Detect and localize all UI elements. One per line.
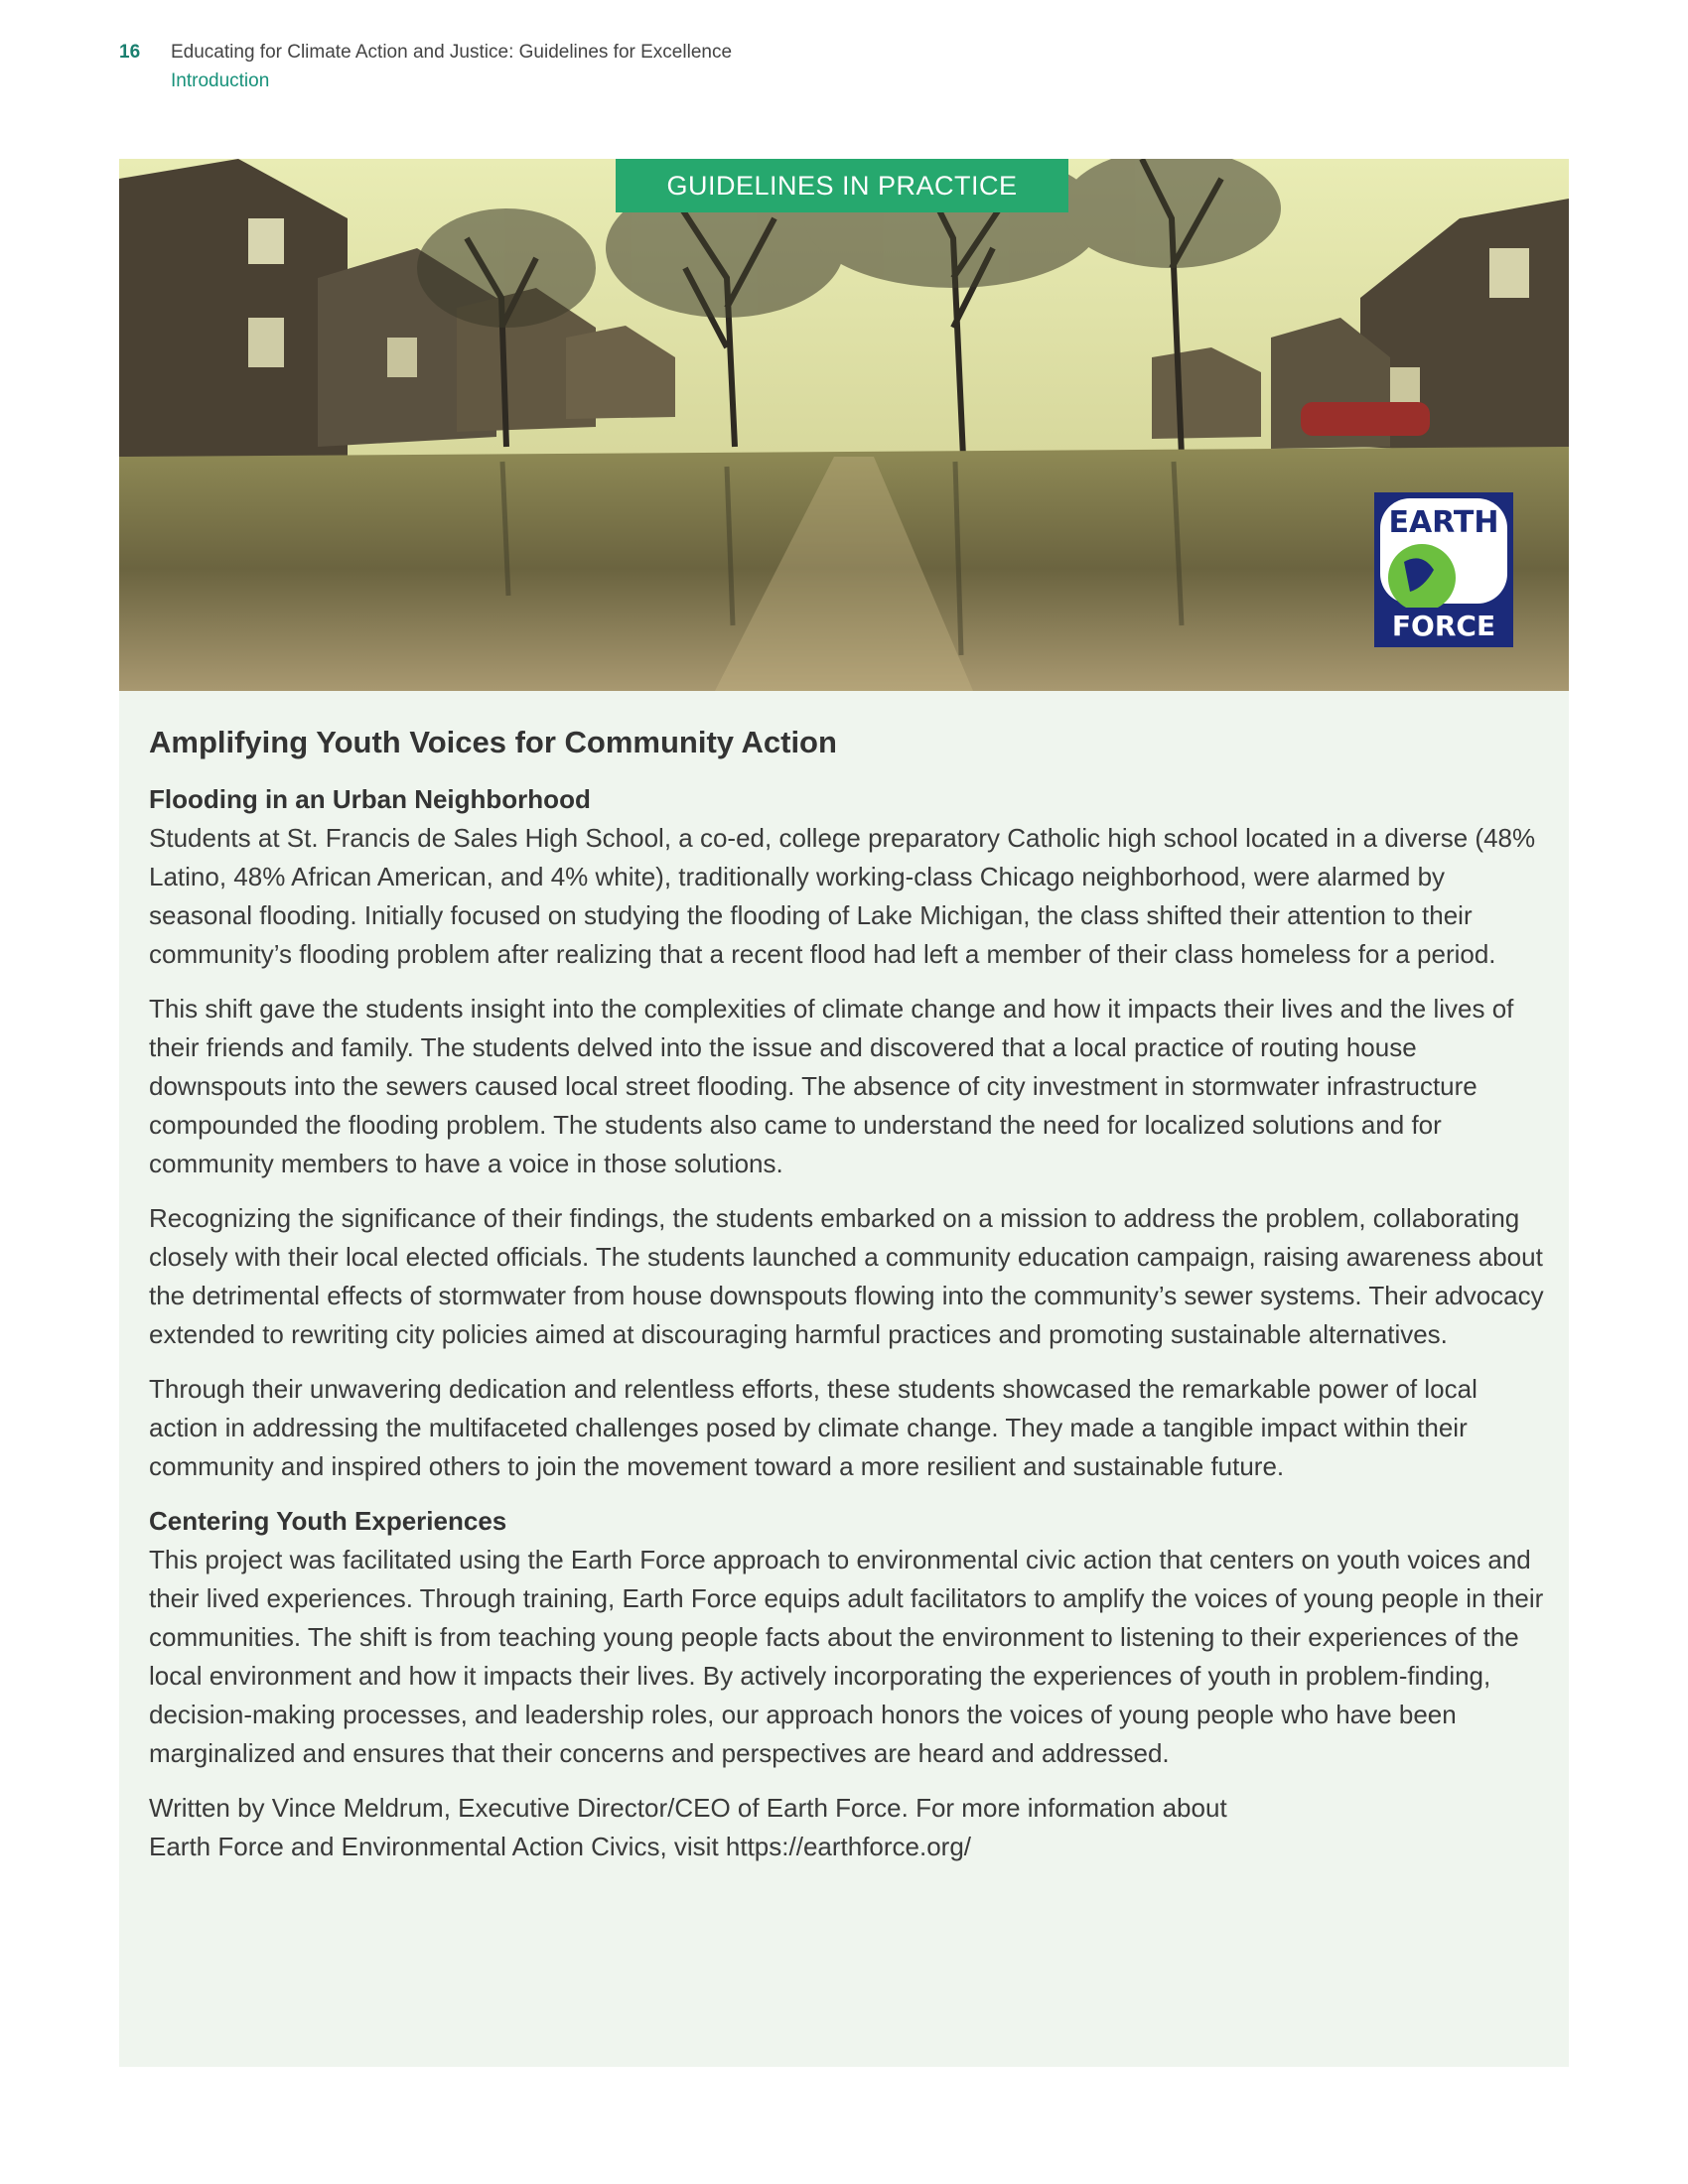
article-title: Amplifying Youth Voices for Community Action <box>149 725 837 759</box>
svg-text:FORCE: FORCE <box>1391 610 1496 642</box>
hero-image-flooded-street <box>119 159 1569 691</box>
document-title: Educating for Climate Action and Justice: Guidelines for Excellence <box>171 42 733 63</box>
guidelines-in-practice-badge: GUIDELINES IN PRACTICE <box>616 159 1068 212</box>
paragraph-3: Recognizing the significance of their findings, the students embarked on a mission to address the problem, collaborating closely with their local elected officials. The students launched a community education campaign, raising awareness about the detrimental effects of stormwater from house downspouts flowing into the community’s sewer systems. Their advocacy extended to rewriting city policies aimed at discouraging harmful practices and promoting sustainable alternatives. <box>149 1203 1544 1349</box>
flooded-street-illustration <box>119 159 1569 691</box>
author-credit <box>149 1789 1544 1866</box>
svg-text:EARTH: EARTH <box>1388 505 1499 540</box>
credit-line-2: Earth Force and Environmental Action Civics, visit https://earthforce.org/ <box>149 1832 972 1861</box>
section-label: Introduction <box>171 70 270 91</box>
section-heading-centering: Centering Youth Experiences <box>149 1506 507 1536</box>
paragraph-2: This shift gave the students insight into the complexities of climate change and how it impacts their lives and the lives of their friends and family. The students delved into the issue and discovered that a local practice of routing house downspouts into the sewers caused local street flooding. The absence of city investment in stormwater infrastructure compounded the flooding problem. The students also came to understand the need for localized solutions and for community members to have a voice in those solutions. <box>149 994 1514 1178</box>
section-heading-flooding: Flooding in an Urban Neighborhood <box>149 784 591 814</box>
paragraph-4: Through their unwavering dedication and relentless efforts, these students showcased the remarkable power of local action in addressing the multifaceted challenges posed by climate change. They made a tangible impact within their community and inspired others to join the movement toward a more resilient and sustainable future. <box>149 1374 1477 1481</box>
paragraph-1: Students at St. Francis de Sales High School, a co-ed, college preparatory Catholic high school located in a diverse (48% Latino, 48% African American, and 4% white), traditionally working-class Chicago neighborhood, were alarmed by seasonal flooding. Initially focused on studying the flooding of Lake Michigan, the class shifted their attention to their community’s flooding problem after realizing that a recent flood had left a member of their class homeless for a period. <box>149 823 1536 969</box>
credit-line-1: Written by Vince Meldrum, Executive Director/CEO of Earth Force. For more information about <box>149 1793 1227 1823</box>
earth-force-logo <box>1374 492 1513 647</box>
case-study-panel <box>119 691 1569 2067</box>
paragraph-5: This project was facilitated using the Earth Force approach to environmental civic action that centers on youth voices and their lived experiences. Through training, Earth Force equips adult facilitators to amplify the voices of young people in their communities. The shift is from teaching young people facts about the environment to listening to their experiences of the local environment and how it impacts their lives. By actively incorporating the experiences of youth in problem-finding, decision-making processes, and leadership roles, our approach honors the voices of young people who have been marginalized and ensures that their concerns and perspectives are heard and addressed. <box>149 1545 1544 1768</box>
page-number: 16 <box>119 42 141 63</box>
